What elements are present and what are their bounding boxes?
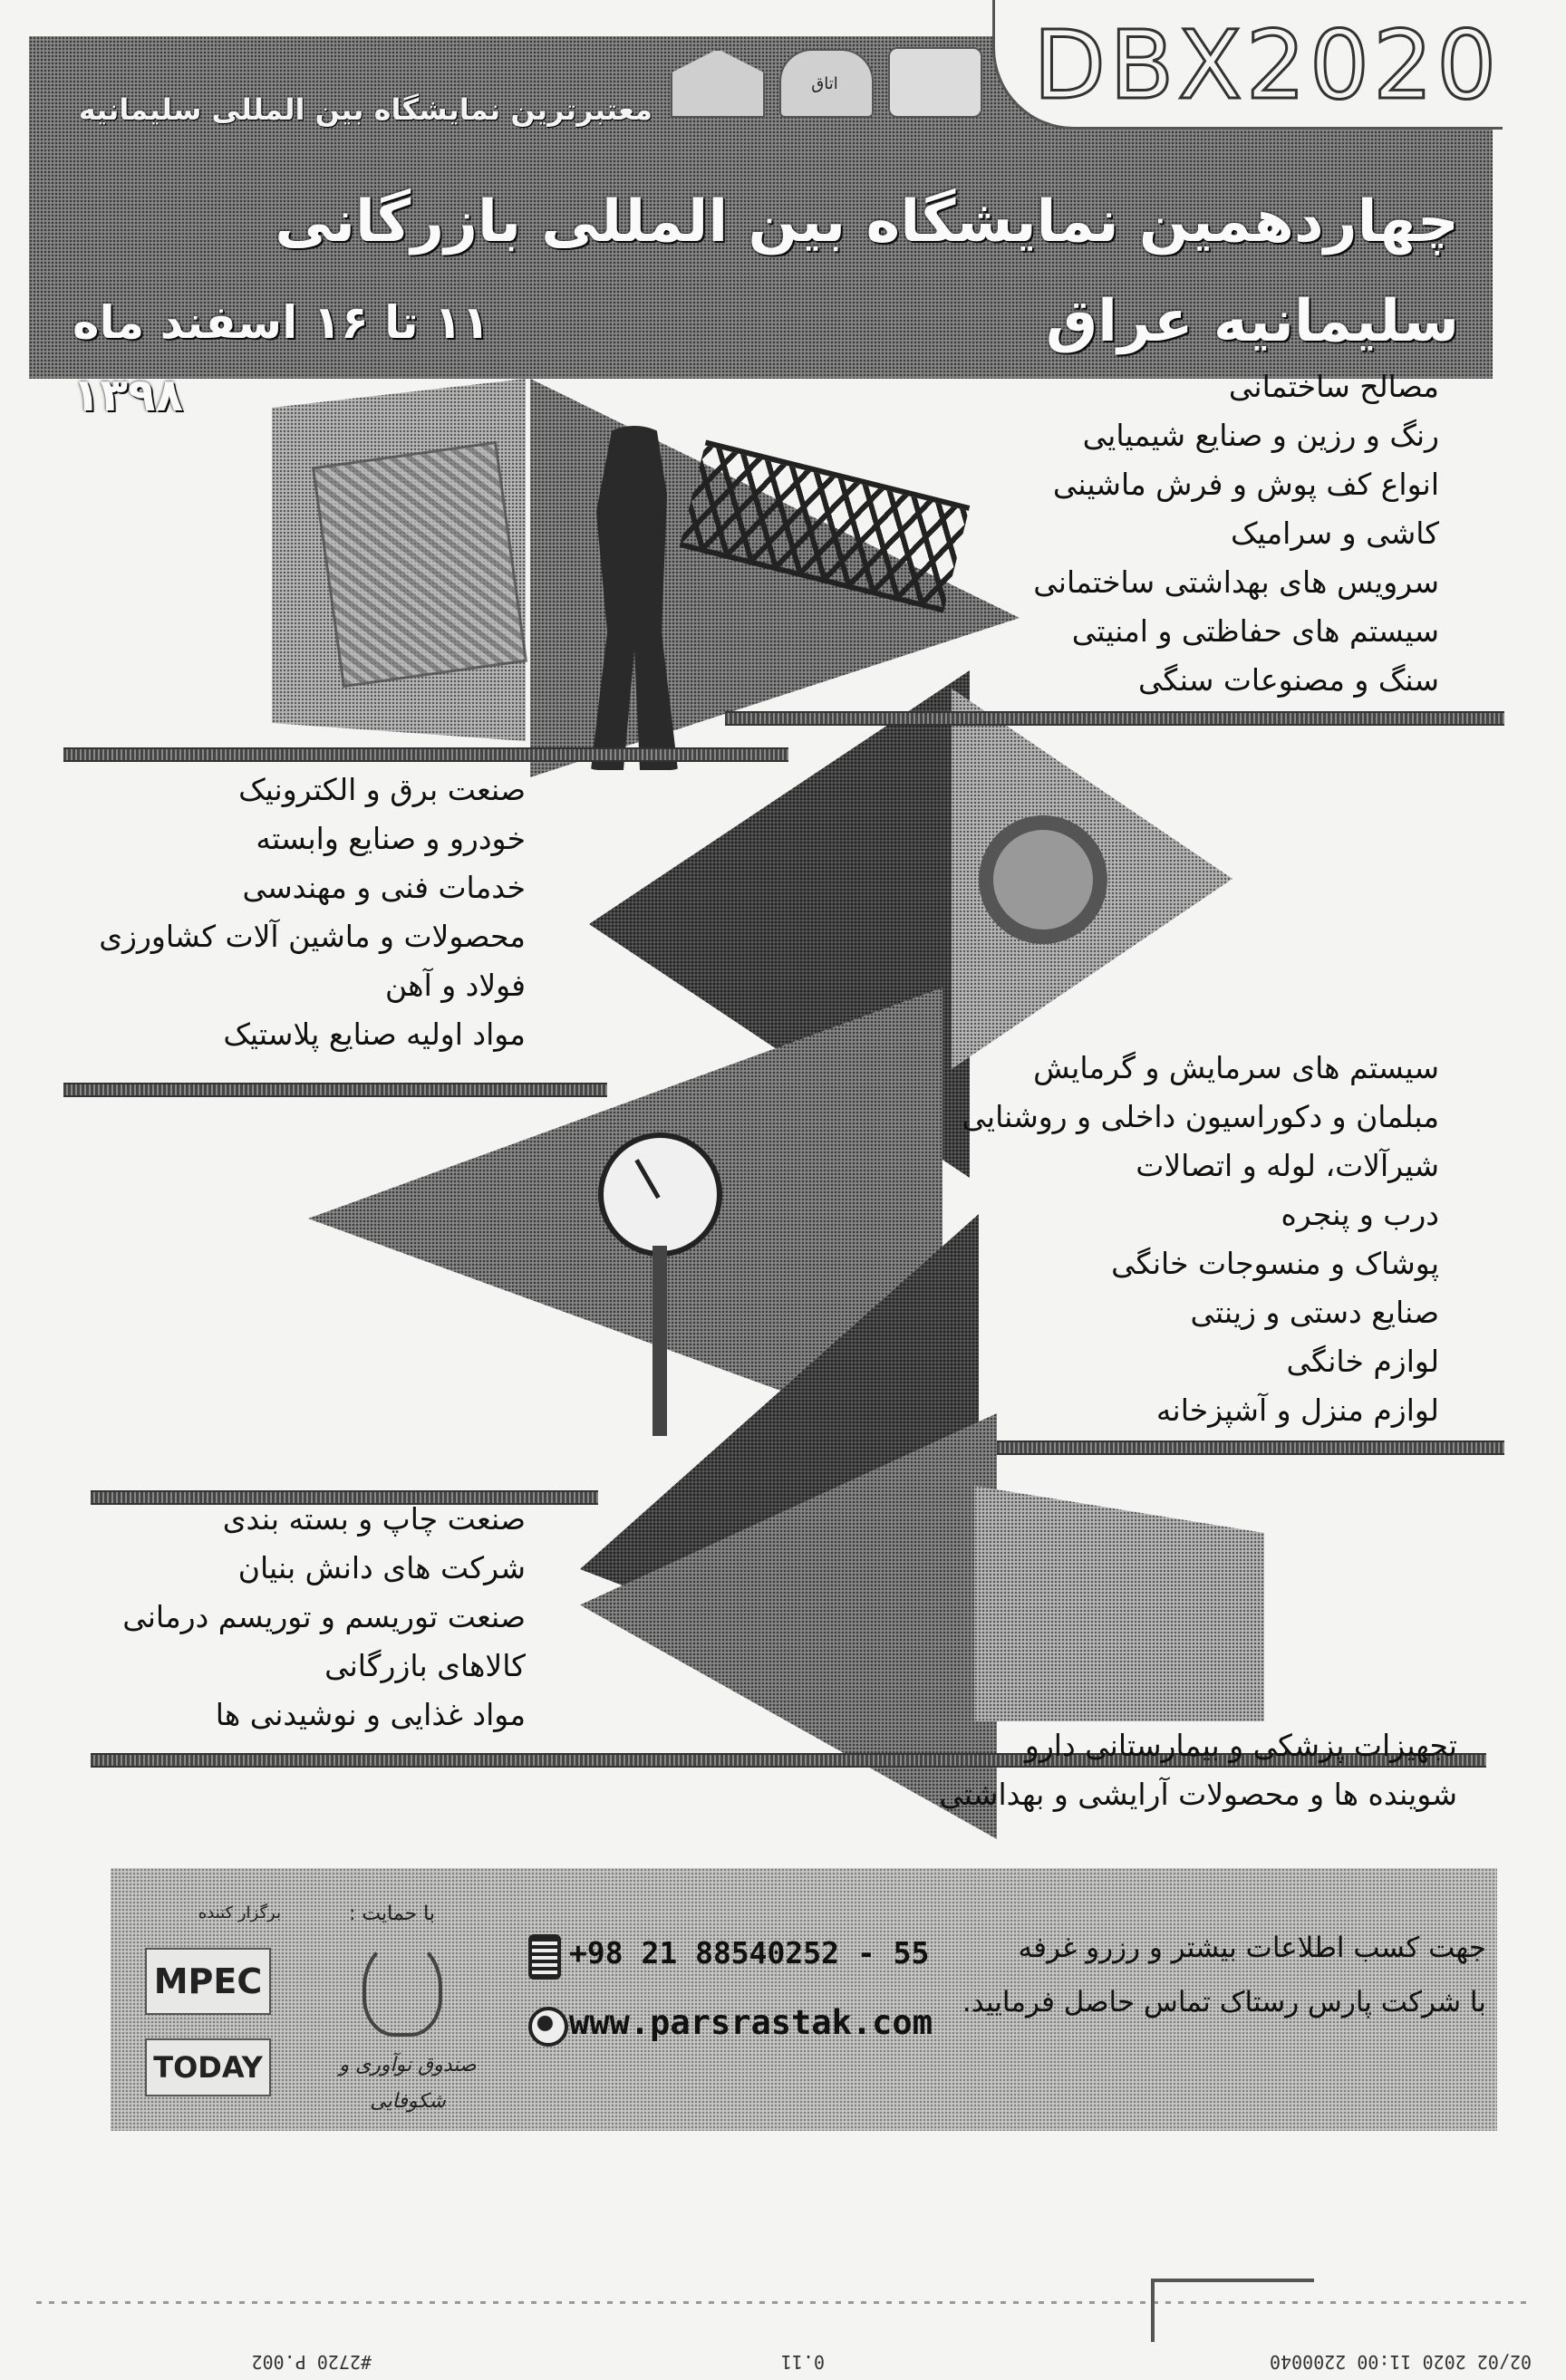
list-item: صنعت چاپ و بسته بندی: [222, 1501, 526, 1537]
sponsor-name: صندوق نوآوری و شکوفایی: [339, 2054, 477, 2113]
list-item: شرکت های دانش بنیان: [237, 1550, 526, 1585]
list-item: مصالح ساختمانی: [1228, 369, 1439, 404]
divider-rule: [63, 747, 788, 762]
category-list-4: [122, 1495, 526, 1739]
pressure-gauge: [598, 1132, 722, 1257]
org-badges: [634, 40, 988, 123]
list-item: سنگ و مصنوعات سنگی: [1138, 662, 1439, 698]
dbx-logo-text: DBX2020: [1033, 10, 1501, 120]
list-item: شیرآلات، لوله و اتصالات: [1136, 1148, 1439, 1183]
divider-rule: [63, 1083, 607, 1097]
list-item: سیستم های حفاظتی و امنیتی: [1071, 613, 1439, 649]
list-item: شوینده ها و محصولات آرایشی و بهداشتی: [939, 1777, 1457, 1812]
list-item: مواد اولیه صنایع پلاستیک: [223, 1017, 526, 1052]
category-list-5: [939, 1721, 1457, 1819]
gauge-needle: [634, 1159, 660, 1199]
org-badge-icon: [671, 49, 765, 118]
header-tagline: معتبرترین نمایشگاه بین المللی سلیمانیه: [78, 92, 652, 127]
list-item: کاشی و سرامیک: [1230, 516, 1439, 551]
fax-mark: [1151, 2279, 1314, 2282]
list-item: مواد غذایی و نوشیدنی ها: [215, 1697, 526, 1732]
list-item: مبلمان و دکوراسیون داخلی و روشنایی: [962, 1099, 1439, 1134]
fax-page-number: #2720 P.002: [251, 2351, 372, 2373]
header-title: چهاردهمین نمایشگاه بین المللی بازرگانی سلیمانیه عراق: [275, 188, 1459, 355]
category-list-1: [968, 362, 1439, 705]
list-item: سیستم های سرمایش و گرمایش: [1033, 1050, 1439, 1085]
category-list-3: [932, 1044, 1439, 1435]
list-item: خودرو و صنایع وابسته: [256, 821, 526, 856]
list-item: کالاهای بازرگانی: [324, 1648, 526, 1683]
list-item: سرویس های بهداشتی ساختمانی: [1033, 564, 1439, 600]
list-item: لوازم منزل و آشپزخانه: [1155, 1392, 1439, 1428]
header-dates: ۱۱ تا ۱۶ اسفند ماه ۱۳۹۸: [72, 296, 490, 421]
list-item: خدمات فنی و مهندسی: [242, 870, 526, 905]
phone-icon: [528, 1934, 561, 1980]
list-item: درب و پنجره: [1281, 1197, 1439, 1232]
sponsor-label: با حمایت :: [349, 1903, 435, 1925]
list-item: انواع کف پوش و فرش ماشینی: [1052, 467, 1439, 502]
list-item: لوازم خانگی: [1286, 1344, 1439, 1379]
list-item: پوشاک و منسوجات خانگی: [1111, 1246, 1439, 1281]
fax-mark: [1151, 2279, 1155, 2342]
org-badge-icon: [888, 47, 982, 118]
list-item: صنعت توریسم و توریسم درمانی: [122, 1599, 526, 1634]
category-list-2: [100, 766, 526, 1059]
fax-streak: [36, 2301, 1532, 2304]
sculpture-image: [974, 1486, 1264, 1721]
list-item: تجهیزات پزشکی و بیمارستانی دارو: [1024, 1728, 1457, 1763]
fax-timestamp: 02/02 2020 11:00 2200040: [1270, 2351, 1532, 2373]
globe-icon: [528, 2007, 568, 2047]
list-item: صنایع دستی و زینتی: [1190, 1295, 1439, 1330]
mpec-logo-text: MPEC: [153, 1961, 263, 2001]
phone-number: +98 21 88540252 - 55: [569, 1935, 930, 1970]
info-line-2: با شرکت پارس رستاک تماس حاصل فرمایید.: [962, 1986, 1486, 2019]
list-item: صنعت برق و الکترونیک: [238, 772, 526, 807]
carving-ornament: [979, 815, 1107, 944]
divider-rule: [997, 1441, 1504, 1455]
mpec-logo: [145, 1948, 271, 2015]
website-link[interactable]: www.parsrastak.com: [569, 2003, 933, 2042]
info-line-1: جهت کسب اطلاعات بیشتر و رزرو غرفه: [1018, 1932, 1486, 1964]
today-logo: [145, 2038, 271, 2096]
org-badge-label: اتاق: [811, 74, 838, 93]
carpet-pattern: [312, 441, 527, 688]
organizer-label: برگزار کننده: [198, 1903, 281, 1922]
pipe-vertical: [652, 1246, 667, 1436]
list-item: رنگ و رزین و صنایع شیمیایی: [1082, 418, 1439, 453]
list-item: محصولات و ماشین آلات کشاورزی: [99, 919, 526, 954]
list-item: فولاد و آهن: [385, 968, 526, 1003]
sponsor-emblem-icon: [362, 1939, 442, 2037]
fax-center-code: 0.11: [780, 2351, 825, 2373]
today-logo-text: TODAY: [153, 2050, 263, 2085]
divider-rule: [725, 711, 1504, 726]
